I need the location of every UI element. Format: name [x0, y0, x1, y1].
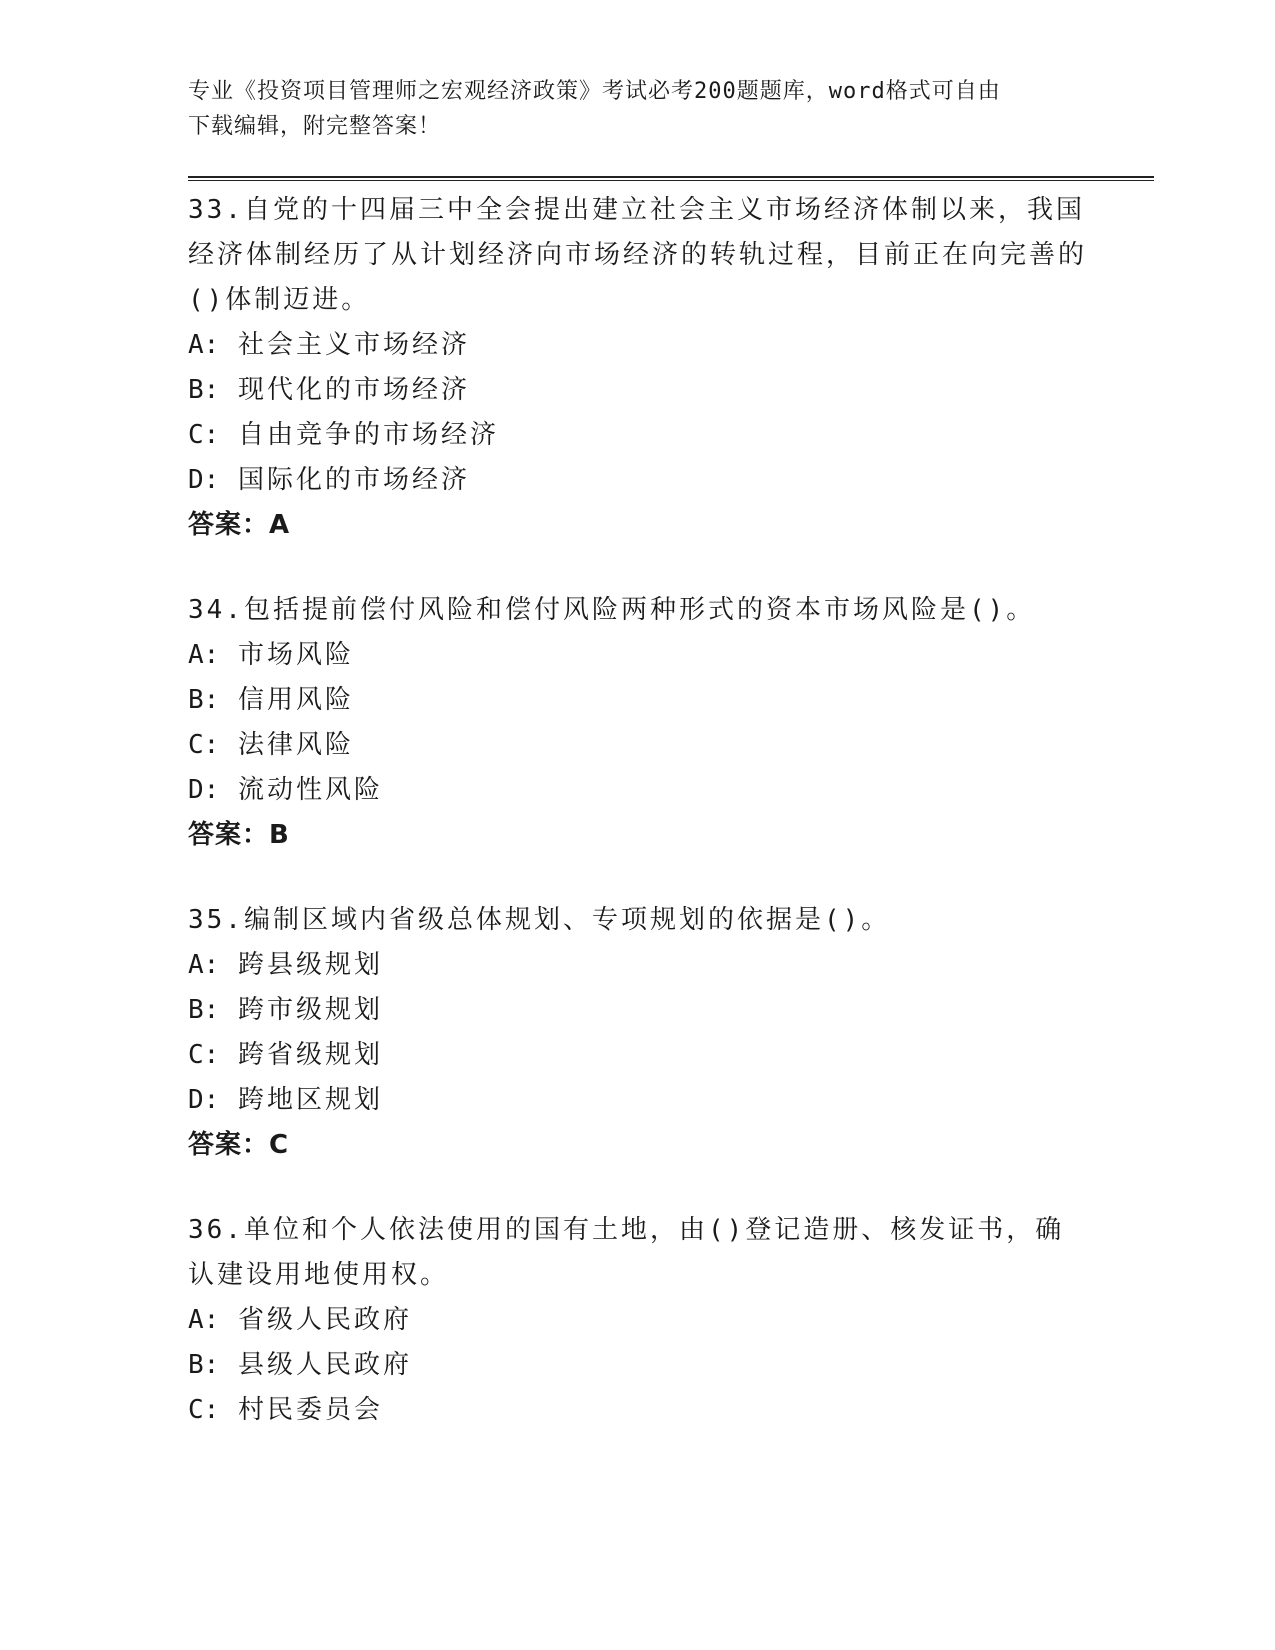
question-34 [188, 588, 1088, 858]
option-a: A: 市场风险 [188, 640, 354, 670]
question-list [188, 188, 1088, 1473]
option-c: C: 村民委员会 [188, 1395, 383, 1425]
question-text: 34.包括提前偿付风险和偿付风险两种形式的资本市场风险是()。 [188, 595, 1036, 625]
option-c: C: 自由竞争的市场经济 [188, 420, 499, 450]
question-text: 36.单位和个人依法使用的国有土地，由()登记造册、核发证书，确认建设用地使用权。 [188, 1215, 1065, 1290]
answer-label: 答案：C [188, 1130, 290, 1160]
question-text: 35.编制区域内省级总体规划、专项规划的依据是()。 [188, 905, 891, 935]
option-b: B: 信用风险 [188, 685, 354, 715]
option-c: C: 跨省级规划 [188, 1040, 383, 1070]
header-divider [188, 176, 1154, 181]
question-36 [188, 1208, 1088, 1433]
question-text: 33.自党的十四届三中全会提出建立社会主义市场经济体制以来，我国经济体制经历了从计划经济向市场经济的转轨过程，目前正在向完善的()体制迈进。 [188, 195, 1088, 315]
option-b: B: 现代化的市场经济 [188, 375, 470, 405]
option-d: D: 流动性风险 [188, 775, 383, 805]
header-line-2: 下载编辑，附完整答案！ [188, 114, 442, 139]
question-33 [188, 188, 1088, 548]
document-header [188, 74, 1088, 144]
option-a: A: 省级人民政府 [188, 1305, 412, 1335]
answer-label: 答案：A [188, 510, 291, 540]
option-b: B: 跨市级规划 [188, 995, 383, 1025]
option-a: A: 社会主义市场经济 [188, 330, 470, 360]
option-c: C: 法律风险 [188, 730, 354, 760]
answer-label: 答案：B [188, 820, 290, 850]
question-35 [188, 898, 1088, 1168]
option-d: D: 跨地区规划 [188, 1085, 383, 1115]
option-b: B: 县级人民政府 [188, 1350, 412, 1380]
option-d: D: 国际化的市场经济 [188, 465, 470, 495]
option-a: A: 跨县级规划 [188, 950, 383, 980]
header-line-1: 专业《投资项目管理师之宏观经济政策》考试必考200题题库，word格式可自由 [188, 79, 1001, 104]
